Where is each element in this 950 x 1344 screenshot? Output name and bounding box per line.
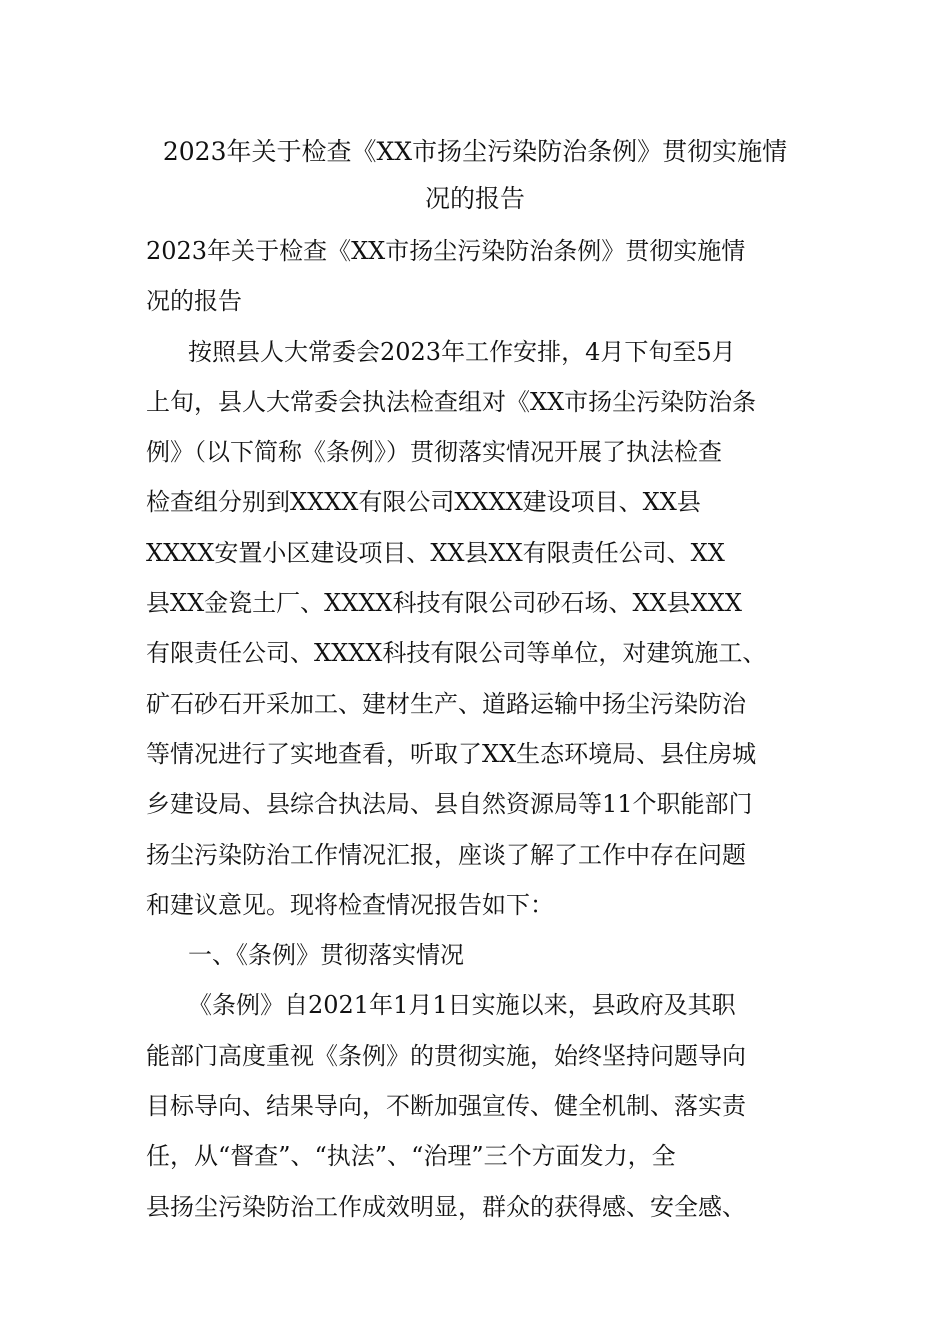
paragraph-line: 能部门高度重视《条例》的贯彻实施，始终坚持问题导向 (146, 1041, 746, 1070)
repeated-title-line-1: 2023年关于检查《XX市扬尘污染防治条例》贯彻实施情 (146, 237, 746, 265)
paragraph-line: 矿石砂石开采加工、建材生产、道路运输中扬尘污染防治 (146, 689, 746, 718)
paragraph-line: XXXX安置小区建设项目、XX县XX有限责任公司、XX (146, 538, 725, 567)
paragraph-line: 按照县人大常委会2023年工作安排，4月下旬至5月 (188, 337, 736, 366)
paragraph-line: 检查组分别到XXXX有限公司XXXX建设项目、XX县 (146, 488, 701, 517)
paragraph-line: 上旬，县人大常委会执法检查组对《XX市扬尘污染防治条 (146, 387, 757, 416)
document-body (146, 226, 816, 1232)
repeated-title-line-2: 况的报告 (146, 287, 242, 316)
paragraph-line: 任，从“督查”、“执法”、“治理”三个方面发力，全 (146, 1142, 676, 1171)
paragraph-line: 扬尘污染防治工作情况汇报，座谈了解了工作中存在问题 (146, 840, 746, 869)
title-line-2: 况的报告 (424, 184, 525, 213)
paragraph-line: 等情况进行了实地查看，听取了XX生态环境局、县住房城 (146, 739, 757, 768)
paragraph-line: 目标导向、结果导向，不断加强宣传、健全机制、落实责 (146, 1092, 746, 1121)
paragraph-line: 乡建设局、县综合执法局、县自然资源局等11个职能部门 (146, 790, 753, 819)
section-heading: 一、《条例》贯彻落实情况 (188, 941, 464, 970)
paragraph-line: 例》（以下简称《条例》）贯彻落实情况开展了执法检查 (146, 438, 722, 467)
paragraph-line: 和建议意见。现将检查情况报告如下： (146, 890, 554, 919)
paragraph-line: 县扬尘污染防治工作成效明显，群众的获得感、安全感、 (146, 1192, 746, 1221)
paragraph-line: 有限责任公司、XXXX科技有限公司等单位，对建筑施工、 (146, 639, 767, 668)
paragraph-line: 县XX金瓷土厂、XXXX科技有限公司砂石场、XX县XXX (146, 589, 742, 618)
document-title (120, 128, 830, 222)
paragraph-line: 《条例》自2021年1月1日实施以来，县政府及其职 (188, 991, 736, 1020)
title-line-1: 2023年关于检查《XX市扬尘污染防治条例》贯彻实施情 (162, 137, 788, 166)
